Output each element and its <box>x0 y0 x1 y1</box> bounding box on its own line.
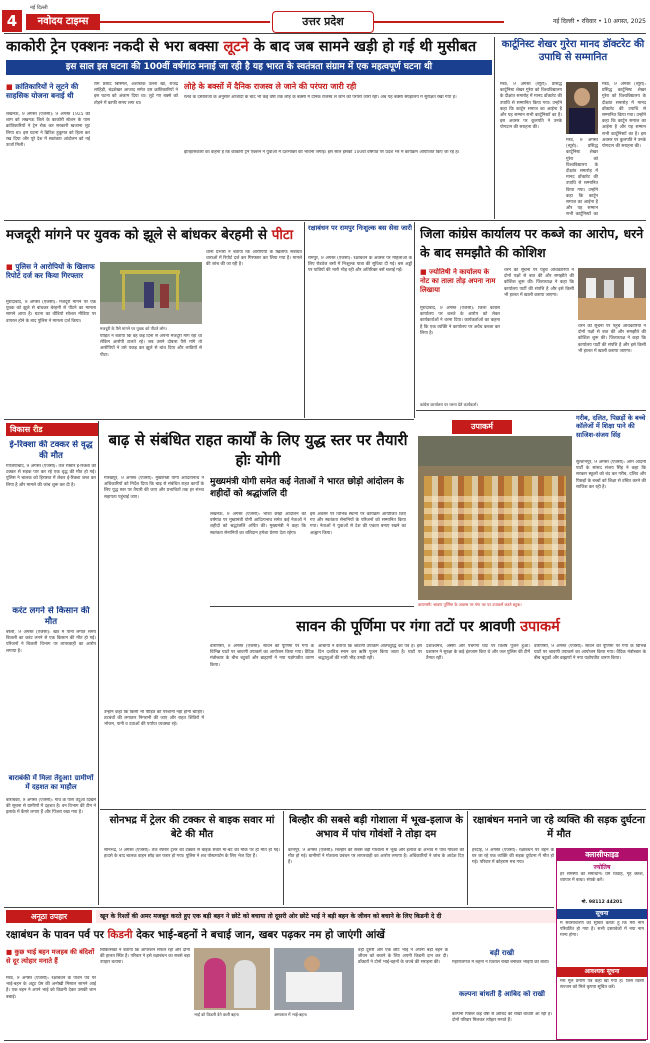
story1-side-head: ■ क्रांतिकारियों ने लूटने की साहसिक योजना बनाई थी <box>6 82 79 100</box>
page-number: 4 <box>2 10 22 32</box>
story2-body1: मुरादाबाद, 9 अगस्त (एजेंसी): मजदूरी मांगने पर एक युवक को झूले से बांधकर बेरहमी से पीटने का मामला सामने आया है। घटना का वीडियो सोशल मीडिया पर वायरल होने के बाद पुलिस ने मामला दर्ज किया। <box>6 300 96 324</box>
bus-body: रामपुर, 9 अगस्त (एजेंसी): रक्षाबंधन के अवसर पर महिलाओं के लिए रोडवेज बसों में निःशुल्क यात्रा की सुविधा दी गई। बस अड्डों पर यात्रियों की भारी भीड़ रही और अतिरिक्त बसें चलाई गईं। <box>308 256 412 274</box>
classified-title: क्लासीफाइड <box>557 849 647 861</box>
page-bottom-rule <box>4 1040 646 1041</box>
story1-inner-head: लोहे के बक्सों में दैनिक राजस्व ले जाने की परंपरा जारी रही <box>184 82 357 91</box>
story1-body2: राम प्रसाद बिस्मिल, अशफाक उल्ला खां, राजेंद्र लाहिड़ी, चंद्रशेखर आजाद समेत दस क्रांतिकारियों ने इस घटना को अंजाम दिया था। लूटे गए बक्से को तोड़ने में काफी समय लगा था। <box>94 82 178 106</box>
brief-body3: बाराबंकी, 9 अगस्त (एजेंसी): गांव के पास तेंदुआ दिखने की सूचना से ग्रामीणों में दहशत है। वन विभाग की टीम ने इलाके में कैमरे लगाए हैं और पिंजरा रखा गया है। <box>6 798 96 816</box>
story10-box-head2: कल्पना बांधती है आबिद को राखी <box>459 990 545 998</box>
story10-box-body1: महाराजगंज में बहनों ने विशाल राखी बनाकर भाइयों को बांधी। <box>452 960 550 965</box>
story4-body2: उन्होंने कहा कि किसी भी पीड़ित को परेशानी नहीं होनी चाहिए। तटबंधों की लगातार निगरानी की जाए और राहत शिविरों में भोजन, पानी व दवाओं की पर्याप्त व्यवस्था रहे। <box>104 710 204 728</box>
story10-label: अनूठा उपहार <box>6 910 92 923</box>
story5-body2: इस अवसर पर विभिन्न स्थानों पर कार्यक्रम आयोजित किए गए और स्वतंत्रता सेनानियों के परिजनों को सम्मानित किया गया। नेताओं ने युवाओं से देश की एकता बनाए रखने का आह्वान किया। <box>310 512 406 536</box>
masthead-rule-left <box>100 21 270 23</box>
story3-body1: मुरादाबाद, 9 अगस्त (एजेंसी): जिला कांग्रेस कार्यालय पर कब्जे के आरोप को लेकर कार्यकर्ताओं ने धरना दिया। कार्यकर्ताओं का कहना है कि एक व्यक्ति ने कार्यालय पर अवैध कब्जा कर लिया है। <box>420 306 500 336</box>
story1-body1: लखनऊ, 9 अगस्त (एजेंसी): 9 अगस्त 1925 की शाम को लखनऊ जिले के काकोरी स्टेशन के पास क्रांतिकारियों ने ट्रेन रोक कर सरकारी खजाना लूट लिया था। इस घटना ने ब्रिटिश हुकूमत को हिला कर रख दिया और पूरे देश में स्वतंत्रता आंदोलन को नई ऊर्जा मिली। <box>6 112 90 149</box>
rule-v2 <box>304 222 305 418</box>
story6-headline: सावन की पूर्णिमा पर गंगा तटों पर श्रावणी उपाकर्म <box>296 619 560 635</box>
classified-box <box>556 848 648 1040</box>
story10-ticker: खून के रिश्तों की अमर मजबूत करते हुए एक बड़ी बहन ने छोटे को बचाया तो दूसरी ओर छोटे भाई ने बड़ी बहन के जीवन को बचाने के लिए किडनी दे दी <box>96 910 556 923</box>
story2-body3: थाना प्रभारी ने बताया कि आरोपियों के खिलाफ संबंधित धाराओं में रिपोर्ट दर्ज कर गिरफ्तार कर लिया गया है। मामले की जांच की जा रही है। <box>206 250 302 268</box>
story3-body3: धरने की सूचना पर पहुंचे अधिकारियों ने दोनों पक्षों से बात की और समझौते की कोशिश शुरू की। जिलाध्यक्ष ने कहा कि कार्यालय पार्टी की संपत्ति है और इसे किसी भी हालत में खाली कराया जाएगा। <box>578 324 646 354</box>
rule-h4 <box>100 809 646 810</box>
story2-body2: पीड़ित ने बताया कि वह कई दिनों से अपनी मजदूरी मांग रहा था लेकिन आरोपी टालते रहे। जब उसने दोबारा पैसे मांगे तो आरोपियों ने उसे पकड़ कर झूले से बांध दिया और लाठियों से पीटा। <box>100 334 202 358</box>
classified-body2: मैं सर्वसाधारण को सूचित करता हूं कि मेरा नाम परिवर्तित हो गया है। सभी दस्तावेजों में नया नाम मान्य होगा। <box>560 921 644 939</box>
section-title: उत्तर प्रदेश <box>272 11 374 33</box>
masthead <box>0 0 650 34</box>
story1-headline: काकोरी ट्रेन एक्शनः नकदी से भरा बक्सा लूटने के बाद जब सामने खड़ी हो गई थी मुसीबत <box>6 39 477 55</box>
classified-section2: सूचना <box>557 909 647 919</box>
story10-body1: मेरठ, 9 अगस्त (एजेंसी): रक्षाबंधन के पावन पर्व पर भाई-बहन के अटूट प्रेम की अनोखी मिसाल सामने आई है। एक बहन ने अपने भाई को किडनी देकर उसकी जान बचाई। <box>6 976 96 1000</box>
rule-h-story3 <box>416 410 646 411</box>
story10-caption1: भाई को किडनी देने वाली बहन। <box>194 1012 240 1017</box>
story3-side-head: ■ ज्योतिषी ने कार्यालय के नोट का ताला तोड़ अपना नाम लिखाया <box>420 268 496 294</box>
story9-body: हरदोई, 9 अगस्त (एजेंसी): रक्षाबंधन पर बहन के घर जा रहे एक व्यक्ति की सड़क दुर्घटना में मौत हो गई। परिवार में कोहराम मच गया। <box>472 848 554 866</box>
story8-body: कानपुर, 9 अगस्त (एजेंसी): बिल्हौर की सबसे बड़ी गोशाला में भूख और इलाज के अभाव में पांच गोवंशों की मौत हो गई। ग्रामीणों ने गोशाला प्रबंधन पर लापरवाही का आरोप लगाया है। अधिकारियों ने जांच के आदेश दिए हैं। <box>288 848 464 866</box>
cartoonist-body-col2: मेरठ, 9 अगस्त (ब्यूरो): प्रसिद्ध कार्टूनिस्ट शेखर गुरेरा को विश्वविद्यालय के दीक्षांत समारोह में मानद डॉक्टरेट की उपाधि से सम्मानित किया गया। उन्होंने कहा कि कार्टून समाज का आईना है और यह सम्मान सभी कार्टूनिस्टों का है। इस अवसर पर कुलपति ने उनके योगदान की सराहना की। <box>602 82 646 150</box>
bullet-icon: ■ <box>6 82 13 91</box>
brief-head2: करंट लगने से किसान की मौत <box>12 606 90 627</box>
brief-body1: गाजियाबाद, 9 अगस्त (एजेंसी): तेज रफ्तार ई-रिक्शा की टक्कर से सड़क पार कर रहे एक वृद्ध की मौत हो गई। पुलिस ने चालक को हिरासत में लेकर ई-रिक्शा जब्त कर लिया है और मामले की जांच शुरू कर दी है। <box>6 464 96 488</box>
rule-h5 <box>4 907 554 908</box>
story10-photo1 <box>194 948 270 1010</box>
story7-body: सोनभद्र, 9 अगस्त (एजेंसी): तेज रफ्तार ट्रेलर की टक्कर से बाइक सवार मां-बेटे की मौके पर ही मौत हो गई। हादसे के बाद चालक वाहन छोड़ कर फरार हो गया। पुलिस ने शव पोस्टमार्टम के लिए भेज दिए हैं। <box>104 848 280 860</box>
story6-body3: दशाश्वमेध, अस्सी और पंचगंगा घाट पर विशेष पूजन हुआ। प्रशासन ने सुरक्षा के कड़े इंतजाम किए थे और जल पुलिस की टीमें तैनात रहीं। <box>426 644 530 662</box>
brief-head1: ई-रिक्शा की टक्कर से वृद्ध की मौत <box>9 440 93 461</box>
story6-label: उपाकर्म <box>452 420 512 434</box>
story2-headline: मजदूरी मांगने पर युवक को झूले से बांधकर बेरहमी से पीटा <box>6 227 294 243</box>
cartoonist-photo <box>566 82 598 134</box>
masthead-rule-right <box>374 21 504 23</box>
story10-box-head1: बड़ी राखी <box>489 949 515 957</box>
paper-name: नवोदय टाइम्स <box>26 14 100 30</box>
bullet-icon: ■ <box>6 948 13 956</box>
story6-body2: आचार्यों ने बताया कि श्रावणी उपाकर्म आत्मशुद्धि का पर्व है। इस दिन दशविध स्नान कर ऋषि पूजन किया जाता है। घाटों पर श्रद्धालुओं की भारी भीड़ उमड़ी रही। <box>318 644 422 662</box>
masthead-bottom-rule <box>4 33 646 34</box>
rule-h1 <box>4 220 646 221</box>
rule-h2 <box>4 419 414 420</box>
cartoonist-body-col3: मेरठ, 9 अगस्त (ब्यूरो): प्रसिद्ध कार्टूनिस्ट शेखर गुरेरा को विश्वविद्यालय के दीक्षांत समारोह में मानद डॉक्टरेट की उपाधि से सम्मानित किया गया। उन्होंने कहा कि कार्टून समाज का आईना है और यह सम्मान सभी कार्टूनिस्टों का <box>566 138 598 218</box>
story10-headline: रक्षाबंधन के पावन पर्व पर किडनी देकर भाई-बहनों ने बचाई जान, खबर पढ़कर नम हो जाएंगी आंखें <box>6 929 385 941</box>
brief-body2: बरेली, 9 अगस्त (एजेंसी): खेत में पानी लगाते समय बिजली का करंट लगने से एक किसान की मौत हो गई। परिजनों ने बिजली विभाग पर लापरवाही का आरोप लगाया है। <box>6 630 96 654</box>
classified-section1: ज्योतिष <box>593 864 611 871</box>
bullet-icon: ■ <box>420 268 427 276</box>
story10-box-body2: कल्पना पिछले कई वर्षों से आबिद को राखी बांधती आ रही हैं। दोनों परिवार मिलकर त्योहार मनाते हैं। <box>452 1012 552 1024</box>
story6-body4: वाराणसी, 9 अगस्त (एजेंसी): सावन की पूर्णिमा पर गंगा के विभिन्न घाटों पर श्रावणी उपाकर्म का आयोजन किया गया। वैदिक मंत्रोच्चार के बीच बटुकों और ब्राह्मणों ने नया यज्ञोपवीत धारण किया। <box>534 644 646 662</box>
story8-headline: बिल्हौर की सबसे बड़ी गोशाला में भूख-इलाज के अभाव में पांच गोवंशों ने तोड़ा दम <box>289 815 463 840</box>
bus-headline: रक्षाबंधन पर रामपुर निःशुल्क बस सेवा जारी <box>308 224 412 232</box>
story3-headline: जिला कांग्रेस कार्यालय पर कब्जे का आरोप, धरने के बाद समझौते की कोशिश <box>420 226 644 260</box>
classified-section3: आवश्यक सूचना <box>557 967 647 977</box>
story6-photo <box>418 436 572 600</box>
story1-body3: रेलवे के दस्तावेजों के अनुसार आजादी के बाद भी कई वर्षों तक लोहे के बक्सों में दैनिक राजस्व ले जाने की परंपरा जारी रही। अब यह बक्सा संग्रहालय में सुरक्षित रखा गया है। <box>184 95 457 100</box>
story3-photo <box>578 268 646 320</box>
story2-photo <box>100 262 202 324</box>
story10-caption2: अस्पताल में भाई-बहन। <box>274 1012 308 1017</box>
story4-headline: बाढ़ से संबंधित राहत कार्यों के लिए युद्ध स्तर पर तैयारी होः योगी <box>108 431 408 469</box>
story10-body2: चिकित्सकों ने बताया कि ऑपरेशन सफल रहा और दोनों की हालत स्थिर है। परिवार ने इसे रक्षाबंधन का सबसे बड़ा उपहार बताया। <box>100 948 190 966</box>
classified-body3: मेरा मूल प्रमाण पत्र कहीं खो गया है। जिस किसी सज्जन को मिले कृपया सूचित करें। <box>560 979 644 991</box>
story5-headline: मुख्यमंत्री योगी समेत कई नेताओं ने भारत छोड़ो आंदोलन के शहीदों को श्रद्धांजलि दी <box>210 477 404 499</box>
story1-body4: इतिहासकारों का कहना है कि काकोरी ट्रेन एक्शन ने युवाओं में देशभक्ति की भावना जगाई। इस साल इसकी 100वीं वर्षगांठ पर प्रदेश भर में कार्यक्रम आयोजित किए जा रहे हैं। <box>184 150 460 155</box>
story3-body2: धरने की सूचना पर पहुंचे अधिकारियों ने दोनों पक्षों से बात की और समझौते की कोशिश शुरू की। जिलाध्यक्ष ने कहा कि कार्यालय पार्टी की संपत्ति है और इसे किसी भी हालत में खाली कराया जाएगा। <box>504 268 574 298</box>
rule-v4 <box>98 421 99 905</box>
story2-photo-caption: मजदूरी के पैसे मांगने पर युवक को पीटते लोग। <box>100 326 168 331</box>
classified-body1: हर समस्या का समाधान। प्रेम विवाह, गृह क्लेश, व्यापार में बाधा। संपर्क करें। <box>560 872 644 884</box>
bullet-icon: ■ <box>6 262 13 271</box>
story7-headline: सोनभद्र में ट्रेलर की टक्कर से बाइक सवार मां बेटे की मौत <box>109 815 275 840</box>
cartoonist-body: मेरठ, 9 अगस्त (ब्यूरो): प्रसिद्ध कार्टूनिस्ट शेखर गुरेरा को विश्वविद्यालय के दीक्षांत समारोह में मानद डॉक्टरेट की उपाधि से सम्मानित किया गया। उन्होंने कहा कि कार्टून समाज का आईना है और यह सम्मान सभी कार्टूनिस्टों का है। इस अवसर पर कुलपति ने उनके योगदान की सराहना की। <box>500 82 562 131</box>
box-body: सुल्तानपुर, 9 अगस्त (एजेंसी): आम आदमी पार्टी के सांसद संजय सिंह ने कहा कि सरकार स्कूलों को बंद कर गरीब, दलित और पिछड़ों के बच्चों को शिक्षा से वंचित करने की साजिश कर रही है। <box>576 460 646 490</box>
story9-headline: रक्षाबंधन मनाने जा रहे व्यक्ति की सड़क दुर्घटना में मौत <box>472 815 646 840</box>
story6-photo-caption: वाराणसी: श्रावण पूर्णिमा के अवसर पर गंगा तट पर उपाकर्म करते बटुक। <box>418 602 522 607</box>
story4-body1: गोरखपुर, 9 अगस्त (एजेंसी): मुख्यमंत्री योगी आदित्यनाथ ने अधिकारियों को निर्देश दिया कि बाढ़ से संबंधित राहत कार्यों के लिए युद्ध स्तर पर तैयारी की जाए और प्रभावितों तक हर संभव सहायता पहुंचाई जाए। <box>104 476 204 500</box>
box-headline: गरीब, दलित, पिछड़ों के बच्चे कॉलेजों में शिक्षा पाने की साजिश-संजय सिंह <box>576 414 646 439</box>
story3-photo-caption: कांग्रेस कार्यालय पर धरना देते कार्यकर्ता। <box>420 402 478 407</box>
rule-h3 <box>210 606 414 607</box>
rule-v6 <box>467 811 468 905</box>
story10-body3: वहीं दूसरी ओर एक छोटे भाई ने अपनी बड़ी बहन के जीवन को बचाने के लिए अपनी किडनी दान कर दी। डॉक्टरों ने दोनों भाई-बहनों के जज्बे की सराहना की। <box>358 948 448 966</box>
rule-v1 <box>494 37 495 219</box>
dateline: नई दिल्ली • रविवार • 10 अगस्त, 2025 <box>553 18 646 25</box>
rule-v5 <box>283 811 284 905</box>
brief-head3: बाराबंकी में मिला तेंदुआ! ग्रामीणों में दहशत का माहौल <box>8 774 94 791</box>
classified-phone: मो. 98112 44201 <box>581 900 623 905</box>
paper-subtitle: नई दिल्ली <box>30 5 48 11</box>
story10-side-head: ■ कुछ भाई बहन मजहब की बंदिशों से दूर त्योहार मनाते हैं <box>6 948 95 965</box>
story1-subhead: इस साल इस घटना की 100वीं वर्षगांठ मनाई जा रही है यह भारत के स्वतंत्रता संग्राम में एक महत्वपूर्ण घटना थी <box>6 60 492 75</box>
story5-body1: लखनऊ, 9 अगस्त (एजेंसी): भारत छोड़ो आंदोलन की वर्षगांठ पर मुख्यमंत्री योगी आदित्यनाथ समेत कई नेताओं ने शहीदों को श्रद्धांजलि अर्पित की। मुख्यमंत्री ने कहा कि स्वतंत्रता सेनानियों का बलिदान हमेशा प्रेरणा देता रहेगा। <box>210 512 306 536</box>
story6-body1: वाराणसी, 9 अगस्त (एजेंसी): सावन की पूर्णिमा पर गंगा के विभिन्न घाटों पर श्रावणी उपाकर्म का आयोजन किया गया। वैदिक मंत्रोच्चार के बीच बटुकों और ब्राह्मणों ने नया यज्ञोपवीत धारण किया। <box>210 644 314 668</box>
rule-v3 <box>414 222 415 418</box>
brief-label: विकास रीड <box>6 423 98 436</box>
story2-side-head: ■ पुलिस ने आरोपियों के खिलाफ रिपोर्ट दर्ज कर किया गिरफ्तार <box>6 262 95 280</box>
cartoonist-headline: कार्टूनिस्ट शेखर गुरेरा मानद डॉक्टरेट की उपाधि से सम्मानित <box>501 39 645 63</box>
story10-photo2 <box>274 948 354 1010</box>
